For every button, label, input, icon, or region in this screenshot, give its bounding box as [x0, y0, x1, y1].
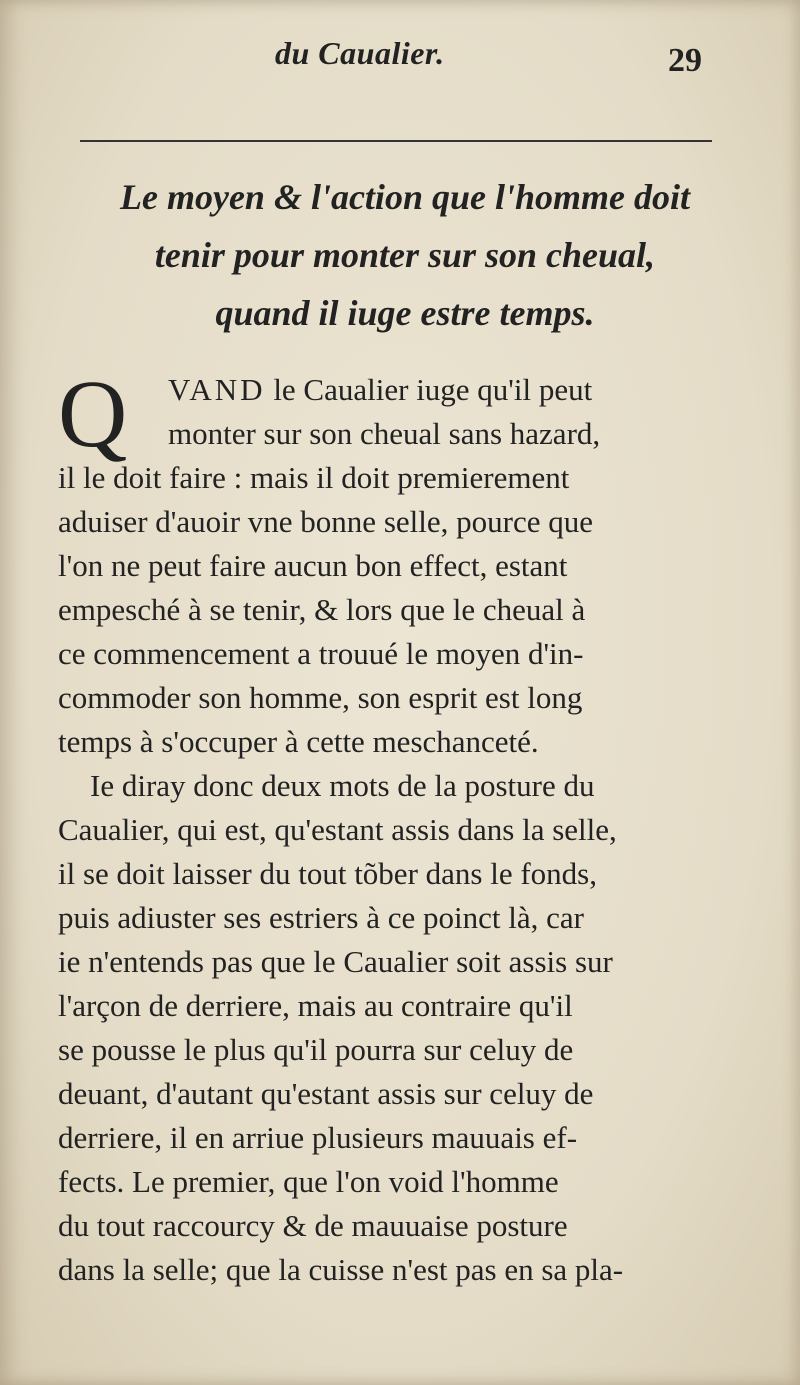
chapter-title-line: tenir pour monter sur son cheual, — [154, 235, 656, 275]
text-line: ie n'entends pas que le Caualier soit assis sur — [58, 944, 613, 979]
text-line: du tout raccourcy & de mauuaise posture — [58, 1208, 568, 1243]
first-word: VAND — [168, 372, 266, 407]
header-rule — [80, 140, 712, 142]
running-head: du Caualier. — [275, 35, 445, 71]
drop-cap: Q — [58, 360, 128, 467]
chapter-title — [90, 168, 720, 342]
text-line: derriere, il en arriue plusieurs mauuais ef- — [58, 1120, 578, 1155]
text-line: fects. Le premier, que l'on void l'homme — [58, 1164, 559, 1199]
text-line: Ie diray donc deux mots de la posture du — [90, 768, 595, 803]
body-text — [58, 360, 708, 1292]
text-line: il se doit laisser du tout tõber dans le fonds, — [58, 856, 597, 891]
text-line: commoder son homme, son esprit est long — [58, 680, 583, 715]
chapter-title-line: quand il iuge estre temps. — [215, 293, 595, 333]
text-line: l'arçon de derriere, mais au contraire qu'il — [58, 988, 573, 1023]
text-line: puis adiuster ses estriers à ce poinct là, car — [58, 900, 584, 935]
text-line: deuant, d'autant qu'estant assis sur celuy de — [58, 1076, 594, 1111]
text-line-rest: le Caualier iuge qu'il peut — [265, 372, 593, 407]
text-line: monter sur son cheual sans hazard, — [168, 416, 601, 451]
text-line: se pousse le plus qu'il pourra sur celuy de — [58, 1032, 574, 1067]
text-line: il le doit faire : mais il doit premierement — [58, 460, 570, 495]
text-line — [58, 368, 708, 412]
text-line: dans la selle; que la cuisse n'est pas en sa pla- — [58, 1252, 624, 1287]
text-line: l'on ne peut faire aucun bon effect, estant — [58, 548, 568, 583]
text-line: Caualier, qui est, qu'estant assis dans la selle, — [58, 812, 617, 847]
chapter-title-line: Le moyen & l'action que l'homme doit — [120, 177, 690, 217]
text-line: temps à s'occuper à cette meschanceté. — [58, 724, 539, 759]
text-line: empesché à se tenir, & lors que le cheual à — [58, 592, 586, 627]
page-number: 29 — [668, 42, 702, 79]
text-line: ce commencement a trouué le moyen d'in- — [58, 636, 584, 671]
text-line: aduiser d'auoir vne bonne selle, pource que — [58, 504, 593, 539]
